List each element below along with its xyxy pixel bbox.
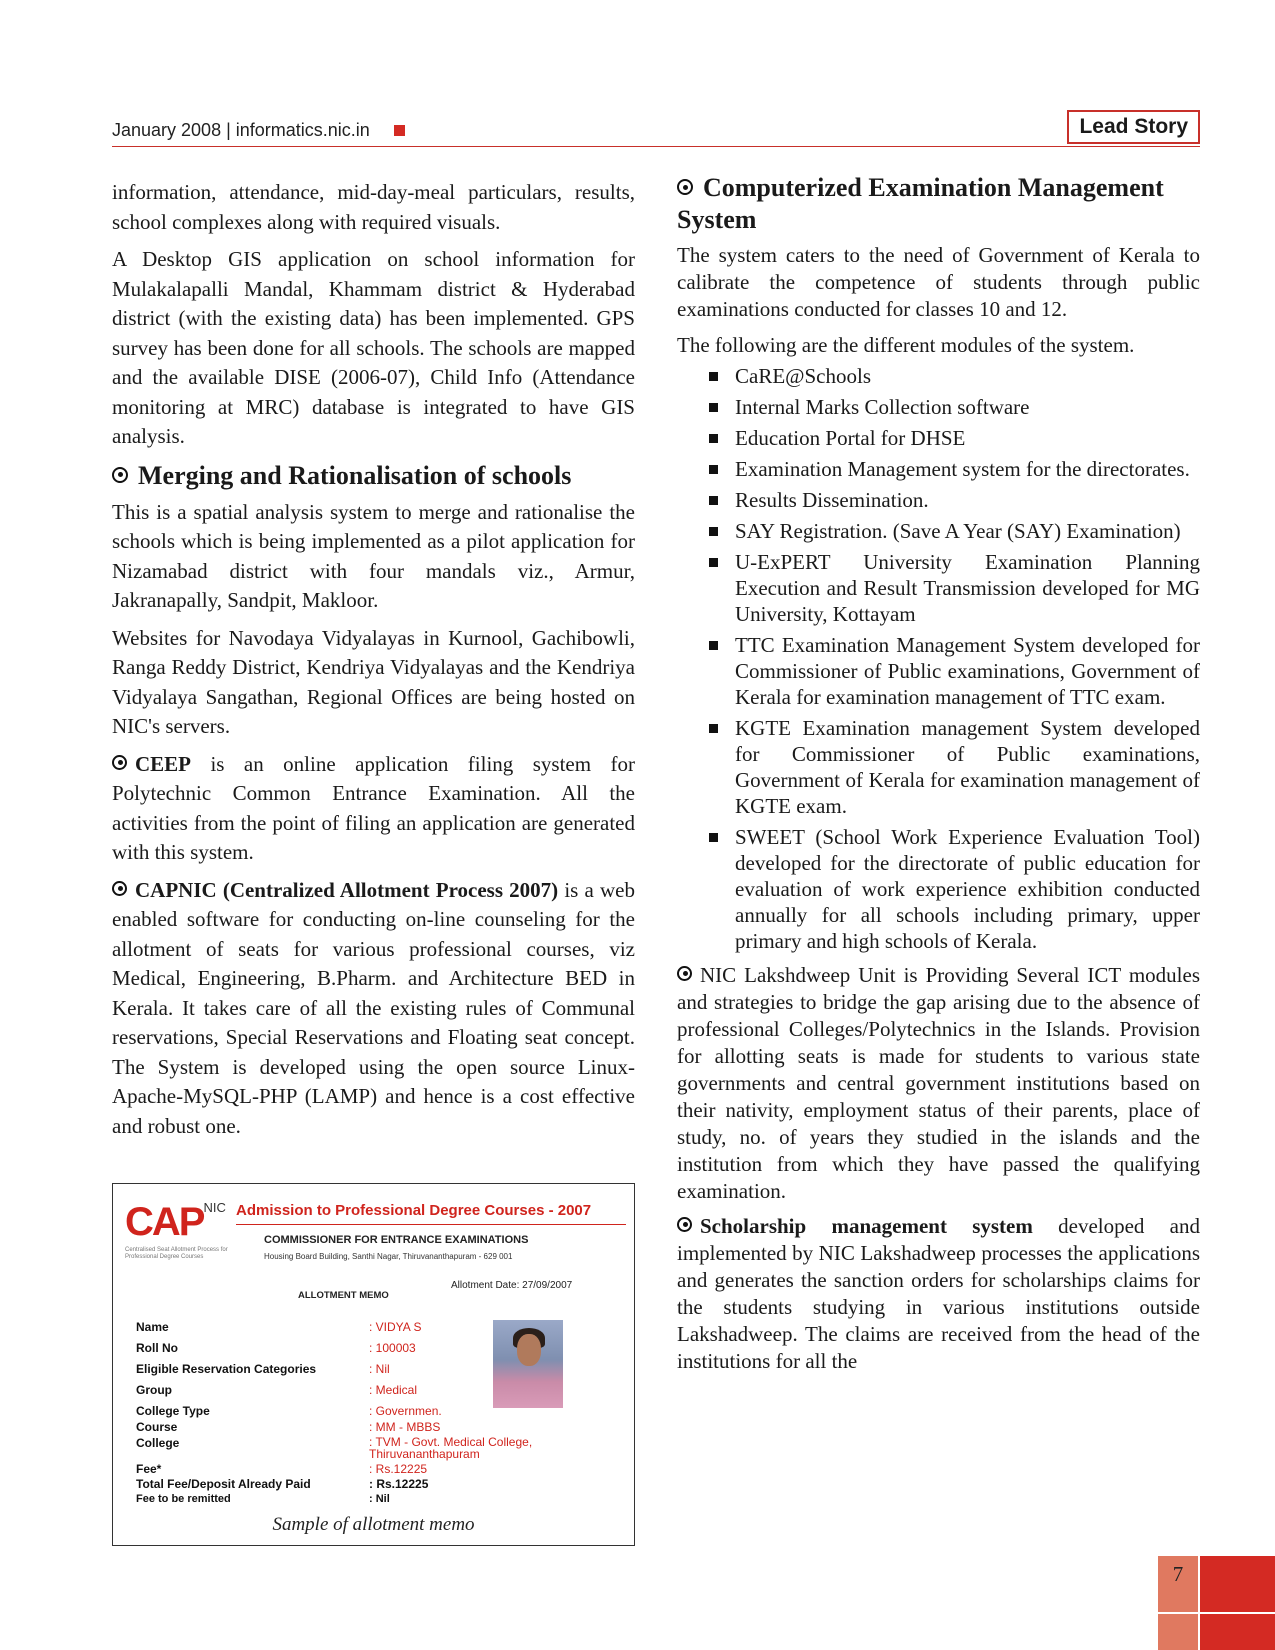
cap-logo <box>125 1200 226 1245</box>
memo-row <box>136 1341 486 1362</box>
logo-sub: NIC <box>203 1200 226 1215</box>
paragraph: Websites for Navodaya Vidyalayas in Kurnool, Gachibowli, Ranga Reddy District, Kendriya Vidyalayas and the Kendriya Vidyalaya Sangathan, Regional Offices are being hosted on NIC's servers. <box>112 625 635 738</box>
circle-bullet-icon <box>112 467 128 483</box>
row-key: Group <box>136 1383 172 1397</box>
capnic-text: is a web enabled software for conducting on-line counseling for the allotment of seats for various professional courses, viz Medical, Engineering, B.Pharm. and Architecture BED in Kerala. It takes care of all the existing rules of Communal reservations, Special Reservations and Floating seat concept. The System is developed using the open source Linux-Apache-MySQL-PHP (LAMP) and hence is a cost effective and robust one. <box>112 877 635 1138</box>
heading-cems <box>677 172 1200 236</box>
list-item: CaRE@Schools <box>707 363 1200 389</box>
row-key: Fee to be remitted <box>136 1493 231 1505</box>
paragraph: A Desktop GIS application on school information for Mulakalapalli Mandal, Khammam district & Hyderabad district (with the existing data) has been implemented. GPS survey has been done for all schools. The schools are mapped and the available DISE (2006-07), Child Info (Attendance monitoring at MRC) database is integrated to have GIS analysis. <box>112 247 635 448</box>
memo-row <box>136 1435 533 1462</box>
issue-text: January 2008 | informatics.nic.in <box>112 120 370 140</box>
row-key: College Type <box>136 1404 210 1418</box>
paragraph: information, attendance, mid-day-meal particulars, results, school complexes along with required visuals. <box>112 180 635 234</box>
memo-row <box>136 1493 486 1509</box>
row-value: : Medical <box>369 1383 418 1397</box>
right-column <box>677 173 1200 1383</box>
list-item: Internal Marks Collection software <box>707 394 1200 420</box>
student-photo <box>493 1320 563 1408</box>
row-key: College <box>136 1436 180 1450</box>
figure-caption: Sample of allotment memo <box>272 1514 475 1535</box>
allotment-memo <box>121 1190 626 1506</box>
photo-face <box>517 1334 541 1366</box>
row-value: : TVM - Govt. Medical College, Thiruvananthapuram <box>369 1435 533 1461</box>
row-value: : Nil <box>369 1493 390 1505</box>
list-item: KGTE Examination management System developed for Commissioner of Public examinations, Government of Kerala for examination management of KGTE exam. <box>707 715 1200 819</box>
paragraph: This is a spatial analysis system to merge and rationalise the schools which is being implemented as a pilot application for Nizamabad district with four mandals viz., Armur, Jakranapally, Sandpit, Makloor. <box>112 499 635 612</box>
list-item: TTC Examination Management System developed for Commissioner of Public examinations, Government of Kerala for examination management of TTC exam. <box>707 632 1200 710</box>
list-item: SWEET (School Work Experience Evaluation Tool) developed for the directorate of public education for evaluation of work experience exhibition conducted annually for all schools including primary, upper primary and high schools of Kerala. <box>707 824 1200 954</box>
red-square-icon <box>394 125 405 136</box>
ceep-term: CEEP <box>135 751 192 776</box>
logo-tagline: Centralised Seat Allotment Process for Professional Degree Courses <box>125 1247 228 1260</box>
circle-bullet-icon <box>677 179 693 195</box>
row-value: : Nil <box>369 1362 390 1376</box>
row-value: : VIDYA S <box>369 1320 422 1334</box>
list-item: Education Portal for DHSE <box>707 425 1200 451</box>
row-value: : 100003 <box>369 1341 416 1355</box>
circle-bullet-icon <box>112 755 127 770</box>
memo-rows <box>136 1320 533 1509</box>
row-value: : MM - MBBS <box>369 1420 441 1434</box>
memo-row <box>136 1420 486 1436</box>
page-corner-block <box>1158 1614 1198 1650</box>
page-corner-block <box>1200 1614 1275 1650</box>
memo-row <box>136 1383 486 1404</box>
row-value: : Rs.12225 <box>369 1477 429 1491</box>
paragraph: The system caters to the need of Government of Kerala to calibrate the competence of students through public examinations conducted for classes 10 and 12. <box>677 243 1200 321</box>
list-item: Results Dissemination. <box>707 487 1200 513</box>
row-key: Course <box>136 1420 178 1434</box>
paragraph-capnic <box>112 876 635 1142</box>
issue-info <box>112 120 405 141</box>
address: Housing Board Building, Santhi Nagar, Thiruvananthapuram - 629 001 <box>264 1252 513 1261</box>
row-value: : Rs.12225 <box>369 1462 428 1476</box>
scholarship-text: developed and implemented by NIC Lakshadweep processes the applications and generates the sanction orders for scholarships claims for the students studying in various institutions outside Lakshadweep. The claims are received from the head of the institutions for all the <box>677 1213 1200 1373</box>
circle-bullet-icon <box>112 881 127 896</box>
ceep-text: is an online application filing system for Polytechnic Common Entrance Examination. All the activities from the point of filing an application are generated with this system. <box>112 751 635 864</box>
memo-title: Admission to Professional Degree Courses - 2007 <box>236 1202 592 1219</box>
memo-row <box>136 1462 486 1477</box>
circle-bullet-icon <box>677 966 692 981</box>
circle-bullet-icon <box>677 1217 692 1232</box>
row-key: Eligible Reservation Categories <box>136 1362 317 1376</box>
row-key: Name <box>136 1320 169 1334</box>
page-header <box>112 108 1200 146</box>
commissioner: COMMISSIONER FOR ENTRANCE EXAMINATIONS <box>264 1234 529 1246</box>
paragraph-lakshadweep <box>677 962 1200 1205</box>
allotment-memo-figure <box>112 1183 635 1546</box>
section-label: Lead Story <box>1067 110 1200 144</box>
memo-row <box>136 1404 486 1420</box>
memo-row <box>136 1320 486 1341</box>
logo-text: CAP <box>125 1200 204 1244</box>
scholarship-term: Scholarship management system <box>700 1213 1033 1238</box>
paragraph-scholarship <box>677 1213 1200 1375</box>
memo-row <box>136 1477 486 1493</box>
row-key: Fee* <box>136 1462 162 1476</box>
left-column <box>112 178 635 1149</box>
memo-row <box>136 1362 486 1383</box>
heading-text: Computerized Examination Management System <box>677 173 1164 234</box>
title-rule <box>236 1224 626 1225</box>
capnic-term: CAPNIC (Centralized Allotment Process 2007) <box>135 877 559 902</box>
heading-text: Merging and Rationalisation of schools <box>138 460 572 490</box>
modules-list <box>707 363 1200 954</box>
page-number: 7 <box>1158 1556 1198 1612</box>
list-item: U-ExPERT University Examination Planning Execution and Result Transmission developed for MG University, Kottayam <box>707 549 1200 627</box>
list-item: SAY Registration. (Save A Year (SAY) Examination) <box>707 518 1200 544</box>
memo-heading: ALLOTMENT MEMO <box>298 1290 389 1301</box>
paragraph-ceep <box>112 750 635 868</box>
list-item: Examination Management system for the directorates. <box>707 456 1200 482</box>
paragraph: The following are the different modules of the system. <box>677 333 1135 357</box>
lak-text: NIC Lakshdweep Unit is Providing Several ICT modules and strategies to bridge the gap arising due to the absence of professional Colleges/Polytechnics in the Islands. Provision for allotting seats is made for students to various state governments and central government institutions based on their nativity, employment status of their parents, place of study, no. of years they studied in the islands and the institution from which they have passed the qualifying examination. <box>677 962 1200 1203</box>
row-value: : Governmen. <box>369 1404 442 1418</box>
header-rule <box>112 146 1200 147</box>
row-key: Total Fee/Deposit Already Paid <box>136 1477 311 1491</box>
heading-merging <box>112 460 635 492</box>
page-corner-block <box>1200 1556 1275 1612</box>
allotment-date: Allotment Date: 27/09/2007 <box>451 1280 573 1291</box>
row-key: Roll No <box>136 1341 178 1355</box>
